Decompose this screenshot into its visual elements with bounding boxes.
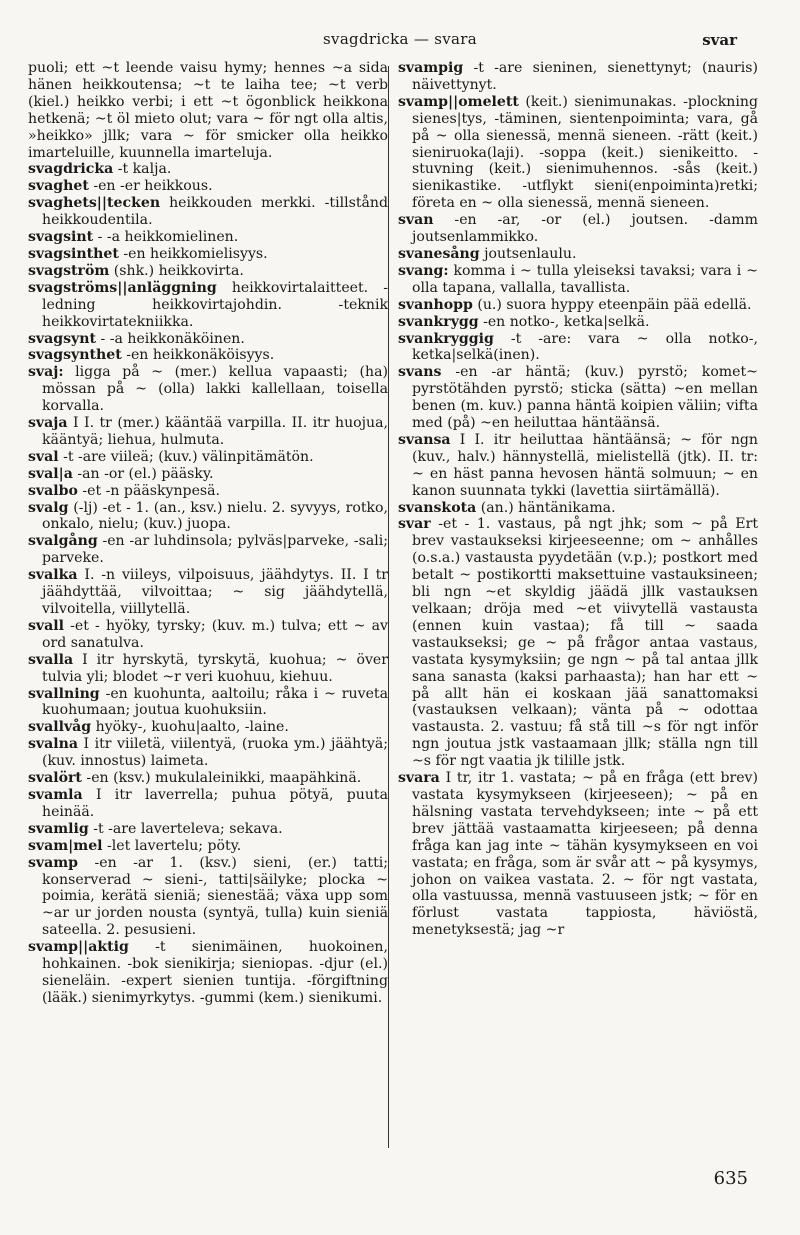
page-header <box>0 30 800 54</box>
headword: svam|mel <box>28 837 103 854</box>
entry-definition: -en kuohunta, aaltoilu; råka i ~ ruveta kuohumaan; joutua kuohuksiin. <box>42 685 388 719</box>
dictionary-entry <box>398 770 758 939</box>
guide-word: svar <box>702 31 737 49</box>
dictionary-entry <box>28 719 388 736</box>
dictionary-entry <box>28 500 388 534</box>
dictionary-entry <box>28 483 388 500</box>
entry-definition: -let lavertelu; pöty. <box>102 837 242 854</box>
entry-definition: -et -n pääskynpesä. <box>77 482 221 499</box>
entry-definition: joutsenlaulu. <box>479 245 577 262</box>
headword: svalbo <box>28 482 78 499</box>
dictionary-entry <box>398 263 758 297</box>
entry-definition: -t -are sieninen, sienettynyt; (nauris) näivettynyt. <box>412 60 758 93</box>
headword: svans <box>398 364 442 381</box>
entry-definition: heikkovirtalaitteet. -ledning heikkovirtajohdin. -teknik heikkovirtatekniikka. <box>42 279 388 330</box>
entry-definition: I itr viiletä, viilentyä, (ruoka ym.) jäähtyä; (kuv. innostus) laimeta. <box>42 736 388 770</box>
entry-definition: -en -er heikkous. <box>88 178 213 195</box>
dictionary-entry <box>28 567 388 618</box>
headword: svara <box>398 770 440 787</box>
dictionary-entry <box>28 770 388 787</box>
headword: svalg <box>28 499 69 516</box>
entry-definition: (u.) suora hyppy eteenpäin pää edellä. <box>472 296 752 313</box>
headword: svar <box>398 516 431 533</box>
headword: svagsynthet <box>28 347 122 364</box>
entry-definition: I itr hyrskytä, tyrskytä, kuohua; ~ över tulvia yli; blodet ~r veri kuohuu, kiehuu. <box>42 651 388 685</box>
dictionary-entry <box>28 161 388 178</box>
entry-definition: I. -n viileys, vilpoisuus, jäähdytys. II. I tr jäähdyttää, vilvoittaa; ~ sig jäähdytellä, vilvoitella, viillytellä. <box>42 567 388 617</box>
dictionary-entry <box>28 415 388 449</box>
entry-definition: I itr laverrella; puhua pötyä, puuta heinää. <box>42 786 388 820</box>
dictionary-entry <box>28 686 388 720</box>
dictionary-entry <box>28 331 388 348</box>
headword: svan <box>398 212 434 229</box>
entry-definition: -t -are laverteleva; sekava. <box>88 820 283 837</box>
headword: svamla <box>28 786 83 803</box>
dictionary-entry <box>28 652 388 686</box>
entry-definition: (an.) häntänikama. <box>476 499 616 516</box>
headword: svagsint <box>28 229 94 246</box>
dictionary-entry <box>398 94 758 212</box>
entry-definition: -en -ar luhdinsola; pylväs|parveke, -sali; parveke. <box>42 533 388 567</box>
entry-definition: heikkouden merkki. -tillstånd heikkoudentila. <box>42 195 388 229</box>
dictionary-entry <box>28 466 388 483</box>
entry-definition: (-lj) -et - 1. (an., ksv.) nielu. 2. syvyys, rotko, onkalo, nielu; (kuv.) juopa. <box>42 499 388 533</box>
headword: svallning <box>28 685 100 702</box>
headword: svamp||omelett <box>398 93 519 110</box>
dictionary-entry <box>398 60 758 94</box>
headword: svanesång <box>398 245 480 262</box>
dictionary-entry <box>28 787 388 821</box>
headword: sval|a <box>28 465 73 482</box>
entry-definition: -et - 1. vastaus, på ngt jhk; som ~ på Ert brev vastaukseksi kirjeeseenne; om ~ anhålles (o.s.a.) vastausta pyydetään (v.p.); postkort med betalt ~ postikortti maksettuine vastauksineen; bli ngn ~et skyldig jäädä jllk vastauksen velkaan; dröja med ~et viivytellä vastausta (ennen kuin vastaa); få till ~ saada vastaukseksi; ge ~ på frågor antaa vastaus, vastata kysymyksiin; ge ngn ~ på tal antaa jllk sana sanasta (kaksi parhaasta); han har ett ~ på allt hän ei koskaan jää sanattomaksi (vastauksen velkaan); vänta på ~ odottaa vastausta. 2. vastuu; få stå till ~s för ngt inför ngn joutua jstk vastaamaan jllk; ställa ngn till ~s för ngt vaatia jk tilille jstk. <box>412 516 758 770</box>
headword: svagström <box>28 262 110 279</box>
headword: svaj: <box>28 364 64 381</box>
headword: svamp||aktig <box>28 939 129 956</box>
dictionary-entry <box>398 500 758 517</box>
dictionary-entry <box>398 314 758 331</box>
dictionary-entry <box>398 297 758 314</box>
entry-definition: ligga på ~ (mer.) kellua vapaasti; (ha) mössan på ~ (olla) lakki kallellaan, toisella korvalla. <box>42 364 388 415</box>
entry-definition: I I. tr (mer.) kääntää varpilla. II. itr huojua, kääntyä; liehua, hulmuta. <box>42 415 388 448</box>
dictionary-entry <box>28 60 388 161</box>
dictionary-entry <box>398 432 758 500</box>
headword: svagdricka <box>28 161 114 178</box>
entry-definition: komma i ~ tulla yleiseksi tavaksi; vara i ~ olla tapana, vallalla, tavallista. <box>412 262 758 296</box>
entry-definition: I tr, itr 1. vastata; ~ på en fråga (ett brev) vastata kysymykseen (kirjeeseen); ~ på en hälsning vastata tervehdykseen; inte ~ på ett brev jättää vastaamatta kirjeeseen; på denna fråga kan jag inte ~ tähän kysymykseen en voi vastata; en fråga, som är svår att ~ på kysymys, johon on vaikea vastata. 2. ~ för ngt vastata, olla vastuussa, mennä vastuuseen jstk; ~ för en förlust vastata tappiosta, häviöstä, menetyksestä; jag ~r <box>412 770 758 939</box>
entry-definition: -t sienimäinen, huokoinen, hohkainen. -bok sienikirja; sieniopas. -djur (el.) sieneläin. -expert sienien tuntija. -förgiftning (lääk.) sienimyrkytys. -gummi (kem.) sienikumi. <box>42 939 388 1006</box>
dictionary-entry <box>398 212 758 246</box>
entry-definition: -t -are viileä; (kuv.) välinpitämätön. <box>58 448 314 465</box>
dictionary-entry <box>28 347 388 364</box>
dictionary-entry <box>28 246 388 263</box>
headword: svalla <box>28 651 74 668</box>
headword: svagströms||anläggning <box>28 279 217 296</box>
running-head: svagdricka — svara <box>323 30 477 48</box>
headword: svall <box>28 617 64 634</box>
headword: svaja <box>28 415 68 432</box>
entry-definition: I I. itr heiluttaa häntäänsä; ~ för ngn (kuv., halv.) hännystellä, mielistellä (jtk). II. tr: ~ en häst panna hevosen häntä solmuun; ~ en kanon suunnata tykki (lavettia siirtämällä). <box>412 431 758 499</box>
entry-definition: -en -ar häntä; (kuv.) pyrstö; komet~ pyrstötähden pyrstö; sticka (sätta) ~en mellan benen (m. kuv.) panna häntä koipien väliin; vifta med (på) ~en heiluttaa häntäänsä. <box>412 364 758 432</box>
entry-definition: puoli; ett ~t leende vaisu hymy; hennes ~a sida hänen heikkoutensa; ~t te laiha tee; ~t verb (kiel.) heikko verbi; i ett ~t ögonblick heikkona hetkenä; ~t öl mieto olut; vara ~ för ngt olla altis, »heikko» jllk; vara ~ för smicker olla heikko imarteluille, kuunnella imarteluja. <box>28 60 388 161</box>
dictionary-entry <box>28 821 388 838</box>
headword: svankrygg <box>398 313 479 330</box>
headword: svaghets||tecken <box>28 195 161 212</box>
entry-definition: -t -are: vara ~ olla notko-, ketka|selkä(inen). <box>412 330 758 364</box>
dictionary-entry <box>28 263 388 280</box>
headword: svagsynt <box>28 330 96 347</box>
entry-definition: -en -ar 1. (ksv.) sieni, (er.) tatti; konserverad ~ sieni-, tatti|säilyke; plocka ~ poimia, kerätä sieniä; sienestää; växa upp som ~ar ur jorden nousta (syntyä, tulla) kuin sieniä sateella. 2. pesusieni. <box>42 854 388 939</box>
headword: svampig <box>398 60 464 76</box>
headword: svalört <box>28 770 82 787</box>
dictionary-entry <box>28 855 388 940</box>
headword: svaghet <box>28 178 89 195</box>
dictionary-entry <box>28 736 388 770</box>
headword: svanskota <box>398 499 477 516</box>
entry-definition: -en (ksv.) mukulaleinikki, maapähkinä. <box>81 770 362 787</box>
entry-definition: -en heikkonäköisyys. <box>121 347 275 364</box>
entry-definition: -en notko-, ketka|selkä. <box>478 313 650 330</box>
dictionary-entry <box>28 618 388 652</box>
headword: svalna <box>28 736 78 753</box>
headword: svallvåg <box>28 719 92 736</box>
dictionary-entry <box>28 364 388 415</box>
dictionary-entry <box>28 178 388 195</box>
entry-definition: - -a heikkomielinen. <box>93 229 239 246</box>
dictionary-entry <box>28 280 388 331</box>
entry-definition: (keit.) sienimunakas. -plockning sienes|tys, -täminen, sientenpoiminta; vara, gå på ~ olla sienessä, mennä sieneen. -rätt (keit.) sieniruoka(laji). -soppa (keit.) sienikeitto. -stuvning (keit.) sienimuhennos. -sås (keit.) sienikastike. -utflykt sieni(enpoiminta)retki; företa en ~ olla sienessä, mennä sieneen. <box>412 93 758 212</box>
dictionary-entry <box>28 533 388 567</box>
headword: svalka <box>28 567 78 584</box>
entry-definition: -an -or (el.) pääsky. <box>72 465 214 482</box>
dictionary-entry <box>28 449 388 466</box>
headword: svalgång <box>28 533 98 550</box>
dictionary-entry <box>28 195 388 229</box>
dictionary-entry <box>398 246 758 263</box>
entry-definition: -t kalja. <box>113 161 172 178</box>
dictionary-entry <box>398 331 758 365</box>
entry-definition: -en -ar, -or (el.) joutsen. -damm joutsenlammikko. <box>412 212 758 246</box>
headword: sval <box>28 448 59 465</box>
column-divider <box>388 66 389 1148</box>
headword: svansa <box>398 431 451 448</box>
entry-definition: -et - hyöky, tyrsky; (kuv. m.) tulva; ett ~ av ord sanatulva. <box>42 617 388 651</box>
entry-definition: - -a heikkonäköinen. <box>96 330 245 347</box>
headword: svagsinthet <box>28 245 119 262</box>
headword: svanhopp <box>398 296 473 313</box>
page-number: 635 <box>713 1168 748 1189</box>
entry-definition: hyöky-, kuohu|aalto, -laine. <box>91 719 289 736</box>
dictionary-entry <box>28 939 388 1007</box>
dictionary-entry <box>28 229 388 246</box>
headword: svang: <box>398 262 449 279</box>
headword: svamp <box>28 854 79 871</box>
dictionary-entry <box>28 838 388 855</box>
headword: svankryggig <box>398 330 494 347</box>
dictionary-entry <box>398 516 758 770</box>
left-column <box>28 60 388 1007</box>
entry-definition: -en heikkomielisyys. <box>118 245 268 262</box>
headword: svamlig <box>28 820 89 837</box>
entry-definition: (shk.) heikkovirta. <box>109 262 244 279</box>
dictionary-entry <box>398 364 758 432</box>
right-column <box>398 60 758 939</box>
